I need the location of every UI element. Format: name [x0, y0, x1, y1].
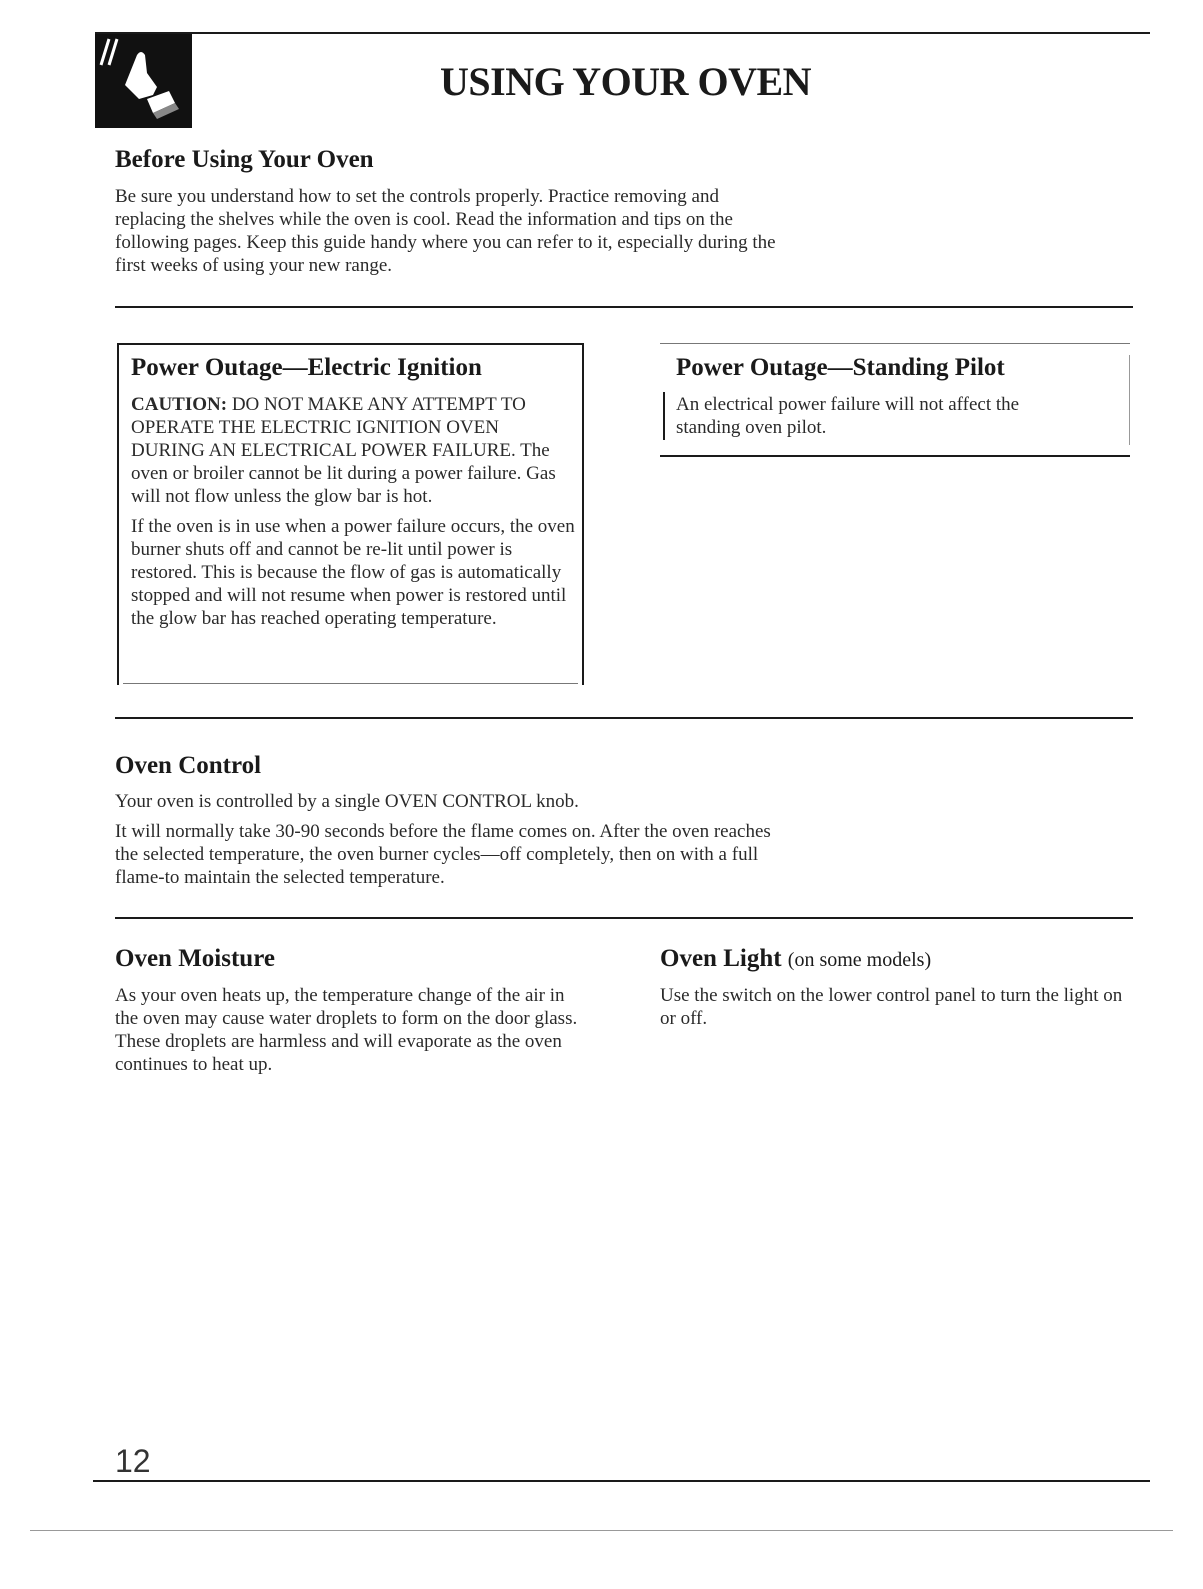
header-top-rule [95, 32, 1150, 34]
oven-moisture-paragraph: As your oven heats up, the temperature change of the air in the oven may cause water droplets to form on the door glass. These droplets are harmless and will evaporate as the oven continues to heat up. [115, 985, 578, 1075]
section-divider-2 [115, 717, 1133, 719]
oven-control-paragraph-2: It will normally take 30-90 seconds before the flame comes on. After the oven reaches the selected temperature, the oven burner cycles—off completely, then on with a full flame-to maintain the selected temperature. [115, 821, 771, 888]
pilot-box-bottom-border [660, 455, 1130, 457]
oven-light-title: Oven Light [660, 945, 782, 972]
electric-caution-paragraph [131, 393, 576, 508]
oven-light-heading [660, 945, 931, 973]
electric-ignition-heading: Power Outage—Electric Ignition [131, 354, 482, 381]
electric-box-left-border [117, 343, 119, 685]
electric-box-top-border [117, 343, 583, 345]
oven-control-paragraph-1: Your oven is controlled by a single OVEN CONTROL knob. [115, 791, 579, 812]
electric-box-right-border [582, 343, 584, 685]
footer-rule [93, 1480, 1150, 1482]
oven-moisture-body [115, 984, 585, 1083]
page-number: 12 [115, 1443, 151, 1479]
standing-pilot-heading: Power Outage—Standing Pilot [676, 354, 1005, 381]
before-using-paragraph: Be sure you understand how to set the controls properly. Practice removing and replacing the shelves while the oven is cool. Read the information and tips on the following pages. Keep this guide handy where you can refer to it, especially during the first weeks of using your new range. [115, 186, 776, 276]
electric-failure-paragraph: If the oven is in use when a power failure occurs, the oven burner shuts off and cannot be re-lit until power is restored. This is because the flow of gas is automatically stopped and will not resume when power is restored until the glow bar has reached operating temperature. [131, 516, 575, 629]
before-using-body [115, 185, 780, 284]
section-divider-1 [115, 306, 1133, 308]
caution-text: DO NOT MAKE ANY ATTEMPT TO OPERATE THE ELECTRIC IGNITION OVEN DURING AN ELECTRICAL POWER FAILURE. The oven or broiler cannot be lit during a power failure. Gas will not flow unless the glow bar is hot. [131, 394, 556, 507]
section-divider-3 [115, 917, 1133, 919]
scan-edge-line [30, 1530, 1173, 1531]
oven-light-body [660, 984, 1125, 1037]
hand-pressing-icon [95, 33, 192, 128]
pilot-box-left-accent [663, 392, 665, 440]
electric-ignition-body [131, 393, 576, 637]
oven-control-body [115, 790, 780, 896]
caution-label: CAUTION: [131, 394, 228, 415]
page-title: USING YOUR OVEN [440, 59, 812, 104]
oven-control-heading: Oven Control [115, 752, 262, 779]
pilot-box-top-border [660, 343, 1130, 344]
oven-light-note: (on some models) [787, 949, 932, 971]
electric-box-bottom-border [123, 683, 578, 684]
oven-light-paragraph: Use the switch on the lower control panel to turn the light on or off. [660, 985, 1123, 1029]
standing-pilot-body [676, 393, 1086, 446]
standing-pilot-paragraph: An electrical power failure will not affect the standing oven pilot. [676, 394, 1020, 438]
oven-moisture-heading: Oven Moisture [115, 945, 275, 972]
before-using-heading: Before Using Your Oven [115, 146, 374, 173]
pilot-box-right-border [1129, 355, 1130, 445]
